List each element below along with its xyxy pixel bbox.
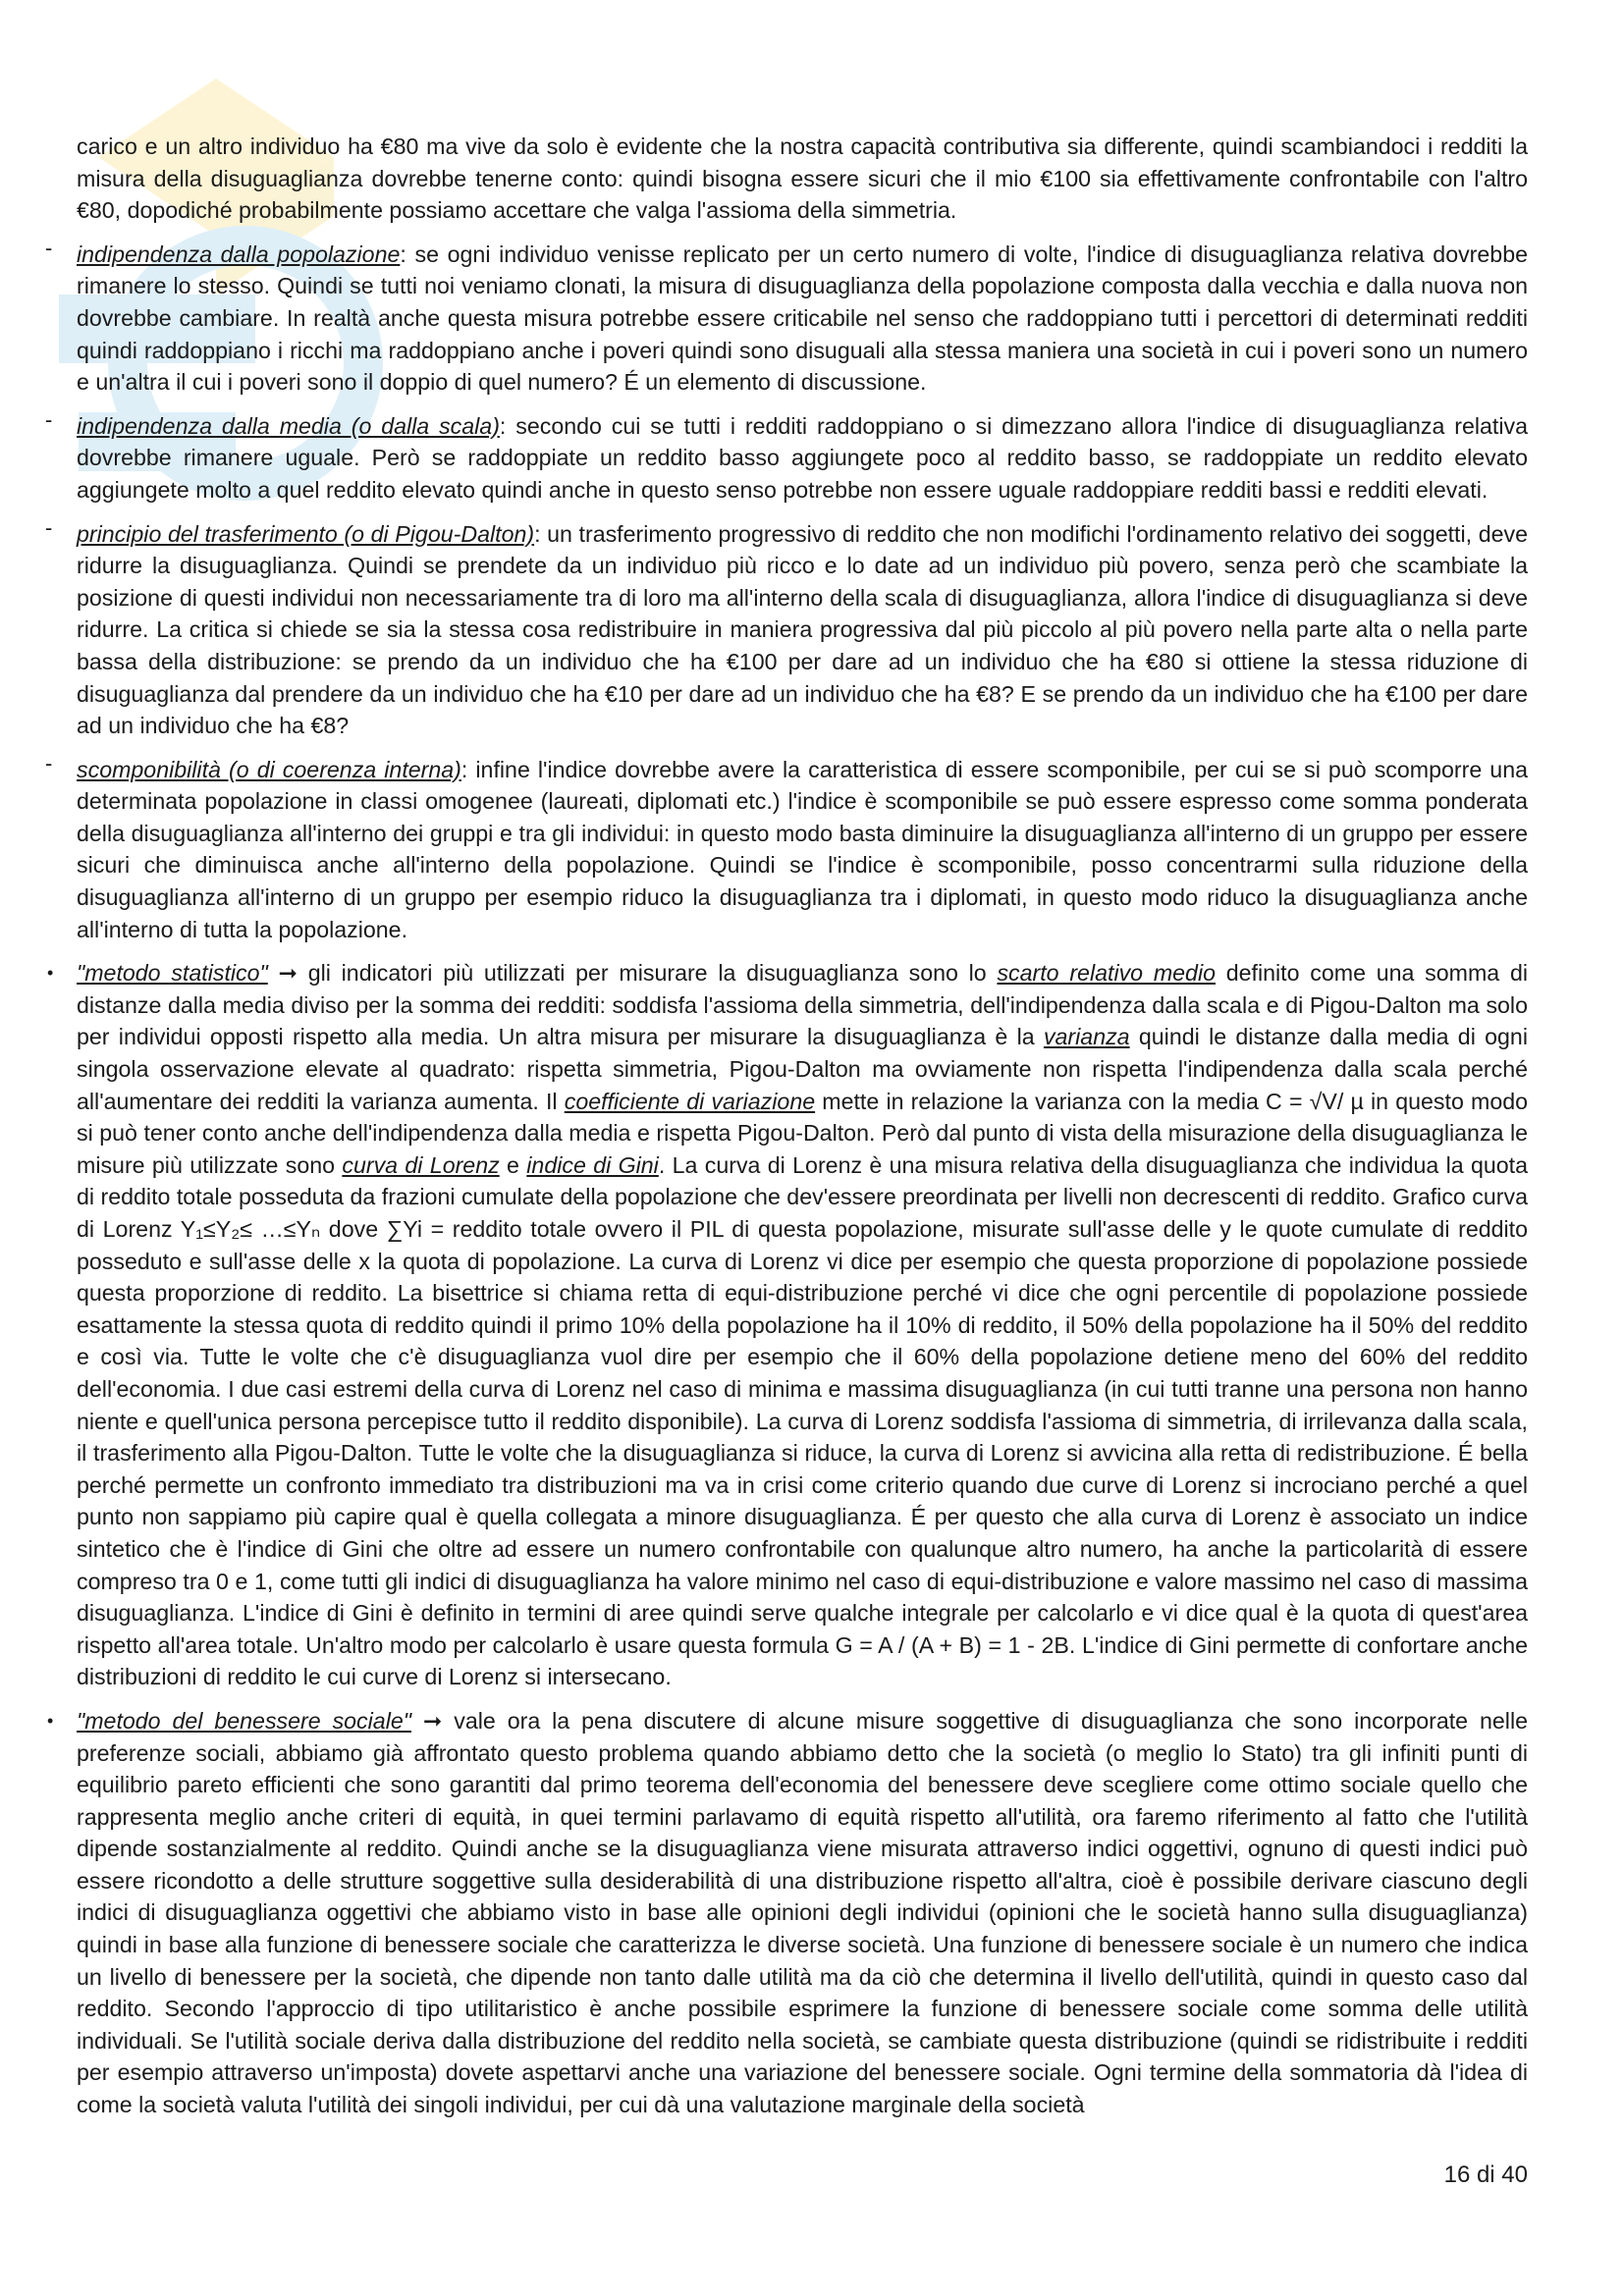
bullet-welfare-method [47,1705,1528,2121]
item-text: : un trasferimento progressivo di reddito che non modifichi l'ordinamento relativo dei soggetti, deve ridurre la disuguaglianza. Quindi se prendete da un individuo più ricco e lo date ad un individuo più povero, senza però che scambiate la posizione di questi individui non necessariamente tra di loro ma all'interno della scala di disuguaglianza, allora l'indice di disuguaglianza si deve ridurre. La critica si chiede se sia la stessa cosa redistribuire in maniera progressiva dal più piccolo al più povero nella parte alta o nella parte bassa della distribuzione: se prendo da un individuo che ha €100 per dare ad un individuo che ha €80 si ottiene la stessa riduzione di disuguaglianza dal prendere da un individuo che ha €10 per dare ad un individuo che ha €8? E se prendo da un individuo che ha €100 per dare ad un individuo che ha €8? [77,520,1528,739]
item-text: : secondo cui se tutti i redditi raddoppiano o si dimezzano allora l'indice di disuguaglianza relativa dovrebbe rimanere uguale. Però se raddoppiate un reddito basso aggiungete poco al reddito basso, se raddoppiate un reddito elevato aggiungete molto a quel reddito elevato quindi anche in questo senso potrebbe non essere uguale raddoppiare redditi bassi e redditi elevati. [77,412,1528,503]
term-label: "metodo del benessere sociale" [77,1707,411,1734]
bullet-marker: • [47,1710,54,1731]
term-label: "metodo statistico" [77,960,268,987]
term-lorenz: curva di Lorenz [342,1151,500,1178]
page-number: 16 di 40 [1443,2162,1528,2188]
item-text: : infine l'indice dovrebbe avere la caratteristica di essere scomponibile, per cui se si può scomporre una determinata popolazione in classi omogenee (laureati, diplomati etc.) l'indice è scomponibile se può essere espresso come somma ponderata della disuguaglianza all'interno dei gruppi e tra gli individui: in questo modo basta diminuire la disuguaglianza all'interno di un gruppo per essere sicuri che diminuisca anche all'interno della popolazione. Quindi se l'indice è scomponibile, posso concentrarmi sulla riduzione della disuguaglianza all'interno di un gruppo per esempio riduco la disuguaglianza tra i diplomati, in questo modo riduco la disuguaglianza anche all'interno di tutta la popolazione. [77,756,1528,942]
term-label: scomponibilità (o di coerenza interna) [77,756,461,782]
item-text: ➞ vale ora la pena discutere di alcune misure soggettive di disuguaglianza che sono incorporate nelle preferenze sociali, abbiamo già affrontato questo problema quando abbiamo detto che la società (o meglio lo Stato) tra gli infiniti punti di equilibrio pareto efficienti che sono garantiti dal primo teorema dell'economia del benessere deve scegliere come ottimo sociale quello che rappresenta meglio anche criteri di equità, in quei termini parlavamo di equità rispetto all'utilità, ora faremo riferimento al fatto che l'utilità dipende sostanzialmente al reddito. Quindi anche se la disuguaglianza viene misurata attraverso indici oggettivi, ognuno di questi indici può essere ricondotto a delle strutture soggettive sulla desiderabilità di una distribuzione rispetto all'altra, cioè è possibile derivare ciascuno degli indici di disuguaglianza oggettivi che abbiamo visto in base alle opinioni degli individui (opinioni che le società hanno sulla disuguaglianza) quindi in base alla funzione di benessere sociale che caratterizza le diverse società. Una funzione di benessere sociale è un numero che indica un livello di benessere per la società, che dipende non tanto dalle utilità ma da ciò che determina il livello dell'utilità, quindi in questo caso dal reddito. Secondo l'approccio di tipo utilitaristico è anche possibile esprimere la funzione di benessere sociale come somma delle utilità individuali. Se l'utilità sociale deriva dalla distribuzione del reddito nella società, se cambiate questa distribuzione (quindi se ridistribuite i redditi per esempio attraverso un'imposta) dovete aspettarvi anche una variazione del benessere sociale. Ogni termine della sommatoria dà l'idea di come la società valuta l'utilità dei singoli individui, per cui dà una valutazione marginale della società [77,1707,1528,2118]
list-item [45,406,1528,507]
term-label: indipendenza dalla media (o dalla scala) [77,412,500,439]
intro-paragraph: carico e un altro individuo ha €80 ma vive da solo è evidente che la nostra capacità contributiva sia differente, quindi scambiandoci i redditi la misura della disuguaglianza dovrebbe tenerne conto: quindi bisogna essere sicuri che il mio €100 sia effettivamente confrontabile con l'altro €80, dopodiché probabilmente possiamo accettare che valga l'assioma della simmetria. [77,133,1528,224]
list-item [45,514,1528,742]
dash-marker: - [45,750,53,775]
dash-marker: - [45,406,53,432]
term-gini: indice di Gini [526,1151,659,1178]
term-label: indipendenza dalla popolazione [77,240,401,267]
term-label: principio del trasferimento (o di Pigou-Dalton) [77,520,535,547]
bullet-marker: • [47,963,54,984]
dash-marker: - [45,514,53,540]
list-item [45,235,1528,399]
dash-marker: - [45,235,53,260]
term-coefficiente: coefficiente di variazione [564,1088,816,1114]
term-scarto: scarto relativo medio [997,960,1216,987]
main-text [45,131,1529,2121]
bullet-statistical-method: • "metodo statistico" ➞ gli indicatori più utilizzati per misurare la disuguaglianza sono lo scarto relativo medio definito come una somma di distanze dalla media diviso per la somma dei redditi: soddisfa l'assioma della simmetria, dell'indipendenza dalla scala e di Pigou-Dalton ma solo per individui opposti rispetto alla media. Un altra misura per misurare la disuguaglianza è la varianza quindi le distanze dalla media di ogni singola osservazione elevate al quadrato: rispetta simmetria, Pigou-Dalton ma ovviamente non rispetta l'indipendenza dalla scala perché all'aumentare dei redditi la varianza aumenta. Il coefficiente di variazione mette in relazione la varianza con la media C = √V/ µ in questo modo si può tener conto anche dell'indipendenza dalla media e rispetta Pigou-Dalton. Però dal punto di vista della misurazione della disuguaglianza le misure più utilizzate sono curva di Lorenz e indice di Gini. La curva di Lorenz è una misura relativa della disuguaglianza che individua la quota di reddito totale posseduta da frazioni cumulate della popolazione che dev'essere preordinata per livelli non decrescenti di reddito. Grafico curva di Lorenz Y₁≤Y₂≤ …≤Yₙ dove ∑Yi = reddito totale ovvero il PIL di questa popolazione, misurate sull'asse delle y le quote cumulate di reddito posseduto e sull'asse delle x la quota di popolazione. La curva di Lorenz vi dice per esempio che questa proporzione di popolazione possiede questa proporzione di reddito. La bisettrice si chiama retta di equi-distribuzione perché vi dice che ogni percentile di popolazione possiede esattamente la stessa quota di reddito quindi il primo 10% della popolazione ha il 10% di reddito, il 50% della popolazione ha il 50% del reddito e così via. Tutte le volte che c'è disuguaglianza vuol dire per esempio che il 60% della popolazione detiene meno del 60% del reddito dell'economia. I due casi estremi della curva di Lorenz nel caso di minima e massima disuguaglianza (in cui tutti tranne una persona non hanno niente e quell'unica persona percepisce tutto il reddito disponibile). La curva di Lorenz soddisfa l'assioma di simmetria, di irrilevanza dalla scala, il trasferimento alla Pigou-Dalton. Tutte le volte che la disuguaglianza si riduce, la curva di Lorenz si avvicina alla retta di redistribuzione. É bella perché permette un confronto immediato tra distribuzioni ma va in crisi come criterio quando due curve di Lorenz si incrociano perché a quel punto non sappiamo più capire qual è quella collegata a minore disuguaglianza. É per questo che alla curva di Lorenz è associato un indice sintetico che è l'indice di Gini che oltre ad essere un numero confrontabile con qualunque altro numero, ha anche la particolarità di essere compreso tra 0 e 1, come tutti gli indici di disuguaglianza ha valore minimo nel caso di equi-distribuzione e valore massimo nel caso di massima disuguaglianza. L'indice di Gini è definito in termini di aree quindi serve qualche integrale per calcolarlo e vi dice qual è la quota di quest'area rispetto all'area totale. Un'altro modo per calcolarlo è usare questa formula G = A / (A + B) = 1 - 2B. L'indice di Gini permette di confortare anche distribuzioni di reddito le cui curve di Lorenz si intersecano. [77,957,1528,1693]
list-item [45,750,1528,946]
term-varianza: varianza [1043,1024,1130,1050]
item-text: : se ogni individuo venisse replicato per un certo numero di volte, l'indice di disuguaglianza relativa dovrebbe rimanere lo stesso. Quindi se tutti noi veniamo clonati, la misura di disuguaglianza della popolazione composta dalla vecchia e dalla nuova non dovrebbe cambiare. In realtà anche questa misura potrebbe essere criticabile nel senso che raddoppiano tutti i percettori di determinati redditi quindi raddoppiano i ricchi ma raddoppiano anche i poveri quindi sono disuguali alla stessa maniera una società in cui i poveri sono un numero e un'altra il cui i poveri sono il doppio di quel numero? É un elemento di discussione. [77,240,1528,396]
